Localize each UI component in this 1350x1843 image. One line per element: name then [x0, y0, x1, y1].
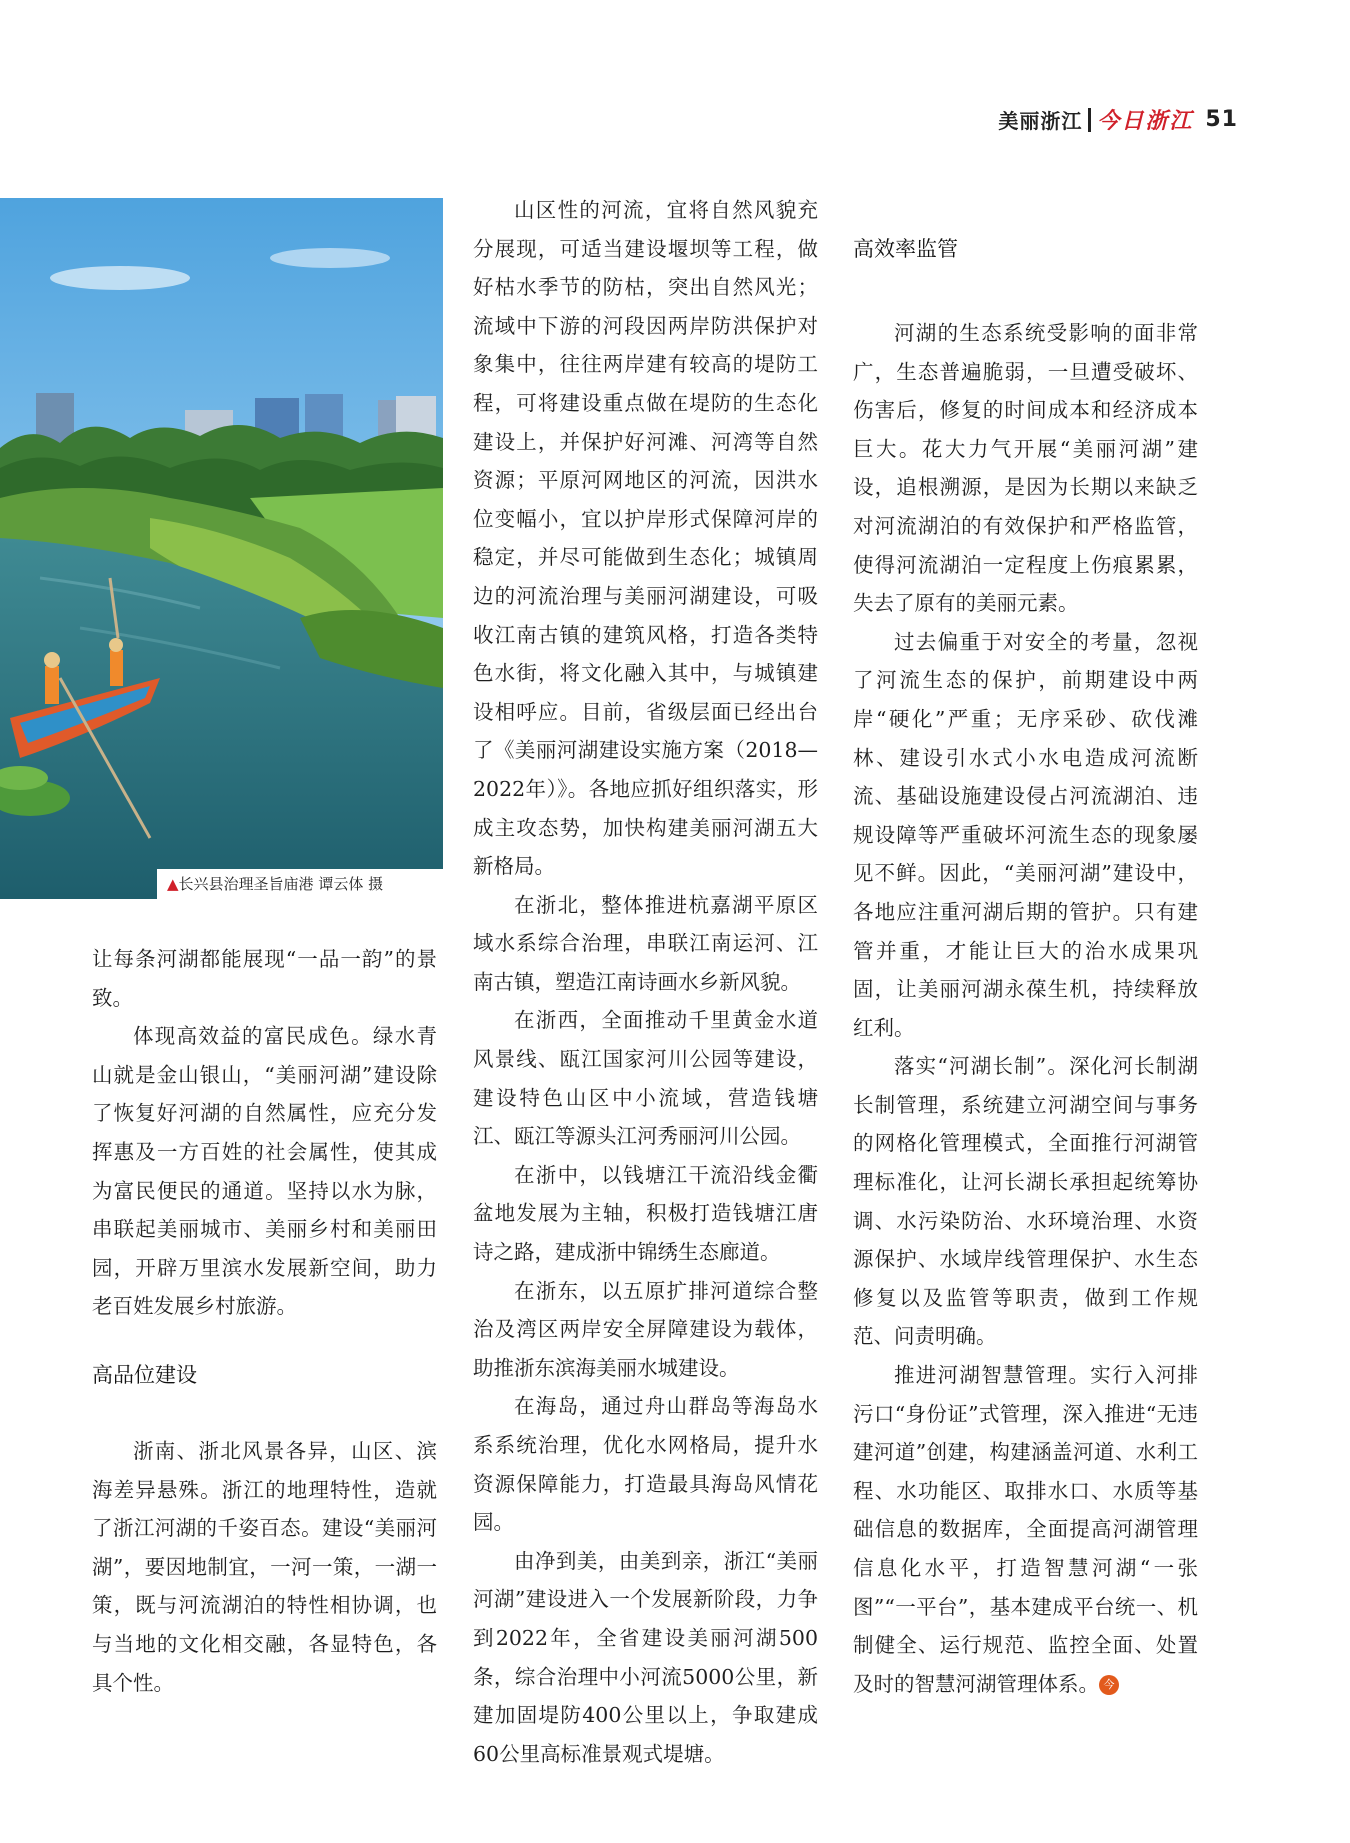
column-1	[92, 940, 437, 1702]
paragraph: 在浙北，整体推进杭嘉湖平原区域水系综合治理，串联江南运河、江南古镇，塑造江南诗画水乡新风貌。	[473, 892, 818, 994]
paragraph: 河湖的生态系统受影响的面非常广，生态普遍脆弱，一旦遭受破坏、伤害后，修复的时间成本和经济成本巨大。花大力气开展“美丽河湖”建设，追根溯源，是因为长期以来缺乏对河流湖泊的有效保护和严格监管，使得河流湖泊一定程度上伤痕累累，失去了原有的美丽元素。	[853, 321, 1198, 616]
caption-triangle-icon: ▲	[167, 875, 179, 893]
paragraph-text: 推进河湖智慧管理。实行入河排污口“身份证”式管理，深入推进“无违建河道”创建，构建涵盖河道、水利工程、水功能区、取排水口、水质等基础信息的数据库，全面提高河湖管理信息化水平，打造智慧河湖“一张图”“一平台”，基本建成平台统一、机制健全、运行规范、监控全面、处置及时的智慧河湖管理体系。	[853, 1363, 1198, 1696]
paragraph: 让每条河湖都能展现“一品一韵”的景致。	[92, 947, 437, 1010]
paragraph-last	[853, 1356, 1198, 1703]
paragraph: 过去偏重于对安全的考量，忽视了河流生态的保护，前期建设中两岸“硬化”严重；无序采砂、砍伐滩林、建设引水式小水电造成河流断流、基础设施建设侵占河流湖泊、违规设障等严重破坏河流生态的现象屡见不鲜。因此，“美丽河湖”建设中，各地应注重河湖后期的管护。只有建管并重，才能让巨大的治水成果巩固，让美丽河湖永葆生机，持续释放红利。	[853, 629, 1198, 1040]
paragraph: 在浙西，全面推动千里黄金水道风景线、瓯江国家河川公园等建设，建设特色山区中小流域，营造钱塘江、瓯江等源头江河秀丽河川公园。	[473, 1008, 818, 1149]
river-photo-illustration	[0, 198, 443, 899]
paragraph: 浙南、浙北风景各异，山区、滨海差异悬殊。浙江的地理特性，造就了浙江河湖的千姿百态。建设“美丽河湖”，要因地制宜，一河一策，一湖一策，既与河流湖泊的特性相协调，也与当地的文化相交融，各显特色，各具个性。	[92, 1438, 437, 1695]
paragraph: 在海岛，通过舟山群岛等海岛水系系统治理，优化水网格局，提升水资源保障能力，打造最具海岛风情花园。	[473, 1394, 818, 1535]
caption-text: 长兴县治理圣旨庙港 谭云体 摄	[178, 875, 384, 893]
magazine-logo: 今日浙江	[1097, 108, 1194, 134]
running-header	[998, 104, 1238, 135]
column-3	[853, 230, 1198, 1703]
section-title: 美丽浙江	[998, 109, 1083, 133]
paragraph: 在浙中，以钱塘江干流沿线金衢盆地发展为主轴，积极打造钱塘江唐诗之路，建成浙中锦绣生态廊道。	[473, 1162, 818, 1265]
paragraph: 在浙东，以五原扩排河道综合整治及湾区两岸安全屏障建设为载体，助推浙东滨海美丽水城建设。	[473, 1278, 818, 1380]
paragraph: 落实“河湖长制”。深化河长制湖长制管理，系统建立河湖空间与事务的网格化管理模式，全面推行河湖管理标准化，让河长湖长承担起统筹协调、水污染防治、水环境治理、水资源保护、水域岸线管理保护、水生态修复以及监管等职责，做到工作规范、问责明确。	[853, 1054, 1198, 1349]
end-mark-icon: 今	[1099, 1675, 1119, 1695]
column-2	[473, 191, 818, 1773]
river-photo	[0, 198, 443, 899]
paragraph: 由净到美，由美到亲，浙江“美丽河湖”建设进入一个发展新阶段，力争到2022年，全省建设美丽河湖500条，综合治理中小河流5000公里，新建加固堤防400公里以上，争取建成60公里高标准景观式堤塘。	[473, 1548, 818, 1766]
paragraph: 体现高效益的富民成色。绿水青山就是金山银山，“美丽河湖”建设除了恢复好河湖的自然属性，应充分发挥惠及一方百姓的社会属性，使其成为富民便民的通道。坚持以水为脉，串联起美丽城市、美丽乡村和美丽田园，开辟万里滨水发展新空间，助力老百姓发展乡村旅游。	[92, 1024, 437, 1319]
photo-caption	[157, 869, 443, 899]
page-number: 51	[1205, 107, 1238, 132]
header-divider	[1088, 108, 1091, 132]
section-heading: 高品位建设	[92, 1362, 197, 1387]
paragraph: 山区性的河流，宜将自然风貌充分展现，可适当建设堰坝等工程，做好枯水季节的防枯，突出自然风光；流域中下游的河段因两岸防洪保护对象集中，往往两岸建有较高的堤防工程，可将建设重点做在堤防的生态化建设上，并保护好河滩、河湾等自然资源；平原河网地区的河流，因洪水位变幅小，宜以护岸形式保障河岸的稳定，并尽可能做到生态化；城镇周边的河流治理与美丽河湖建设，可吸收江南古镇的建筑风格，打造各类特色水街，将文化融入其中，与城镇建设相呼应。目前，省级层面已经出台了《美丽河湖建设实施方案（2018—2022年）》。各地应抓好组织落实，形成主攻态势，加快构建美丽河湖五大新格局。	[473, 198, 818, 879]
section-heading: 高效率监管	[853, 237, 958, 261]
